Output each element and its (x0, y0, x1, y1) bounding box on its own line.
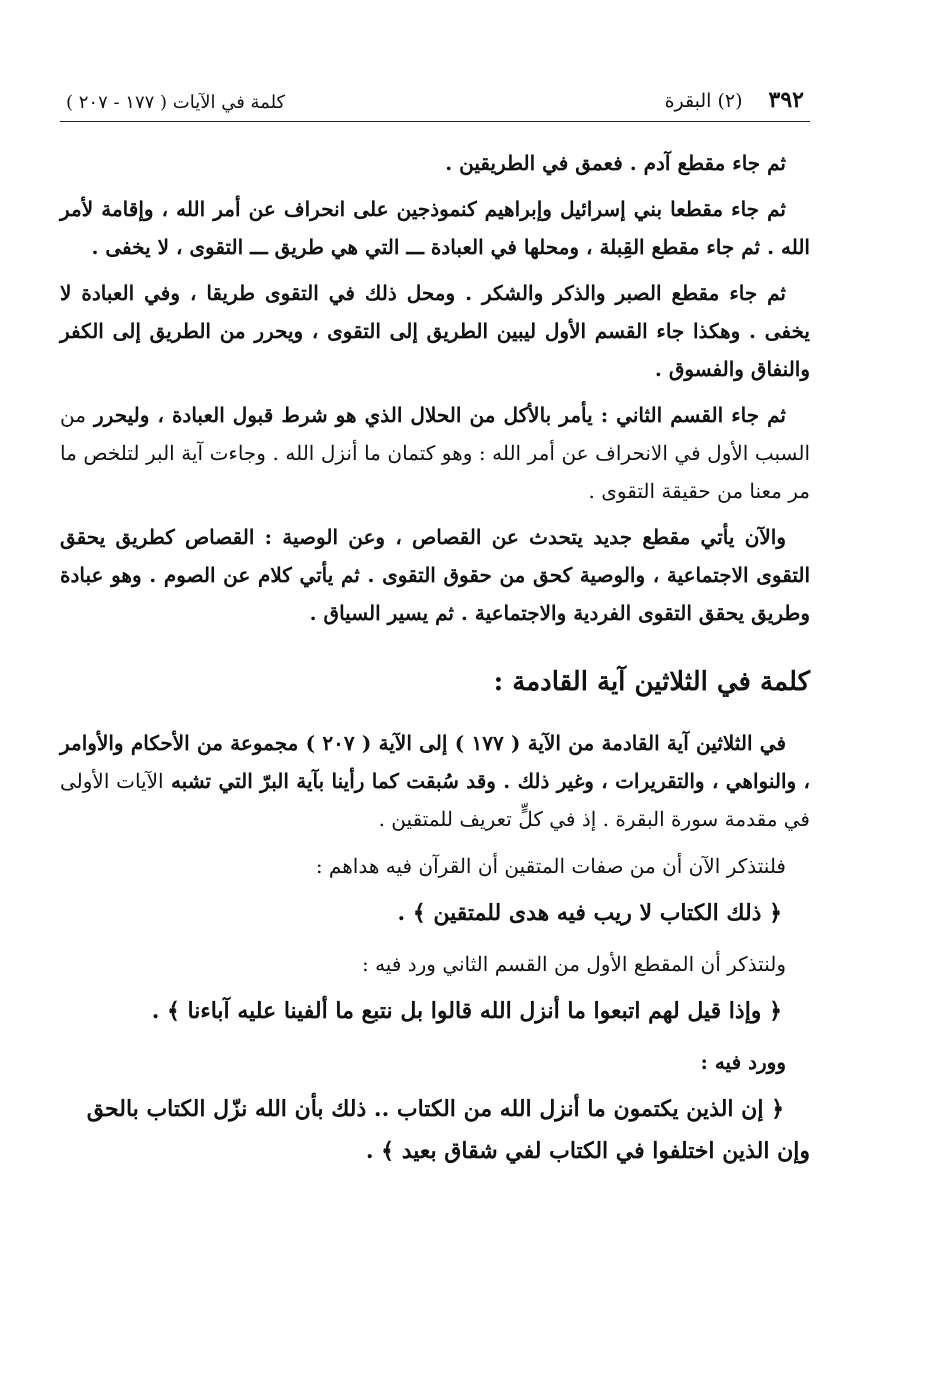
paragraph-second-part-light: من السبب الأول في الانحراف عن أمر الله : وهو كتمان ما أنزل الله . وجاءت آية البر لتلخص ما مر معنا من حقيقة التقوى . (60, 403, 810, 503)
reminder-line-1: فلنتذكر الآن أن من صفات المتقين أن القرآن فيه هداهم : (315, 854, 786, 878)
paragraph-second-part (60, 396, 810, 510)
header-right (665, 87, 804, 113)
paragraph-patience-section: ثم جاء مقطع الصبر والذكر والشكر . ومحل ذلك في التقوى طريقا ، وفي العبادة لا يخفى . وهكذا جاء القسم الأول ليبين الطريق إلى التقوى ، ويحرر من الطريق إلى الكفر والنفاق والفسوق . (60, 281, 810, 381)
section-heading: كلمة في الثلاثين آية القادمة : (493, 667, 810, 697)
section-intro-light: الآيات الأولى في مقدمة سورة البقرة . إذ في كلٍّ تعريف للمتقين . (60, 769, 810, 831)
surah-name: (٢) البقرة (664, 90, 743, 112)
paragraph-adam-section: ثم جاء مقطع آدم . فعمق في الطريقين . (445, 151, 786, 175)
section-intro-paragraph (60, 724, 810, 838)
section-intro-bold: في الثلاثين آية القادمة من الآية ( ١٧٧ ) إلى الآية ( ٢٠٧ ) مجموعة من الأحكام والأوامر ، والنواهي ، والتقريرات ، وغير ذلك . وقد سُبقت كما رأينا بآية البرّ التي تشبه (60, 731, 810, 793)
page-number: ٣٩٢ (768, 87, 804, 113)
section-title: كلمة في الآيات ( ١٧٧ - ٢٠٧ ) (66, 92, 286, 113)
paragraph-second-part-bold: ثم جاء القسم الثاني : يأمر بالأكل من الحلال الذي هو شرط قبول العبادة ، وليحرر (94, 403, 786, 427)
reminder-line-2: ولنتذكر أن المقطع الأول من القسم الثاني ورد فيه : (361, 952, 786, 976)
paragraph-qisas-wasiyya: والآن يأتي مقطع جديد يتحدث عن القصاص ، وعن الوصية : القصاص كطريق يحقق التقوى الاجتماعية ، والوصية كحق من حقوق التقوى . ثم يأتي كلام عن الصوم . وهو عبادة وطريق يحقق التقوى الفردية والاجتماعية . ثم يسير السياق . (60, 525, 810, 625)
quran-verse-2: ﴿ وإذا قيل لهم اتبعوا ما أنزل الله قالوا بل نتبع ما ألفينا عليه آباءنا ﴾ . (151, 998, 782, 1024)
running-header (60, 86, 810, 122)
quran-verse-1: ﴿ ذلك الكتاب لا ريب فيه هدى للمتقين ﴾ . (397, 900, 782, 926)
reminder-line-3: وورد فيه : (700, 1050, 786, 1074)
quran-verse-3: ﴿ إن الذين يكتمون ما أنزل الله من الكتاب .. ذلك بأن الله نزّل الكتاب بالحق وإن الذين اختلفوا في الكتاب لفي شقاق بعيد ﴾ . (86, 1096, 810, 1164)
page (60, 86, 810, 1182)
page-body (60, 144, 810, 1172)
paragraph-israel-ibrahim-qibla: ثم جاء مقطعا بني إسرائيل وإبراهيم كنموذجين على انحراف عن أمر الله ، وإقامة لأمر الله . ثم جاء مقطع القِبلة ، ومحلها في العبادة ـــ التي هي طريق ـــ التقوى ، لا يخفى . (60, 197, 810, 259)
